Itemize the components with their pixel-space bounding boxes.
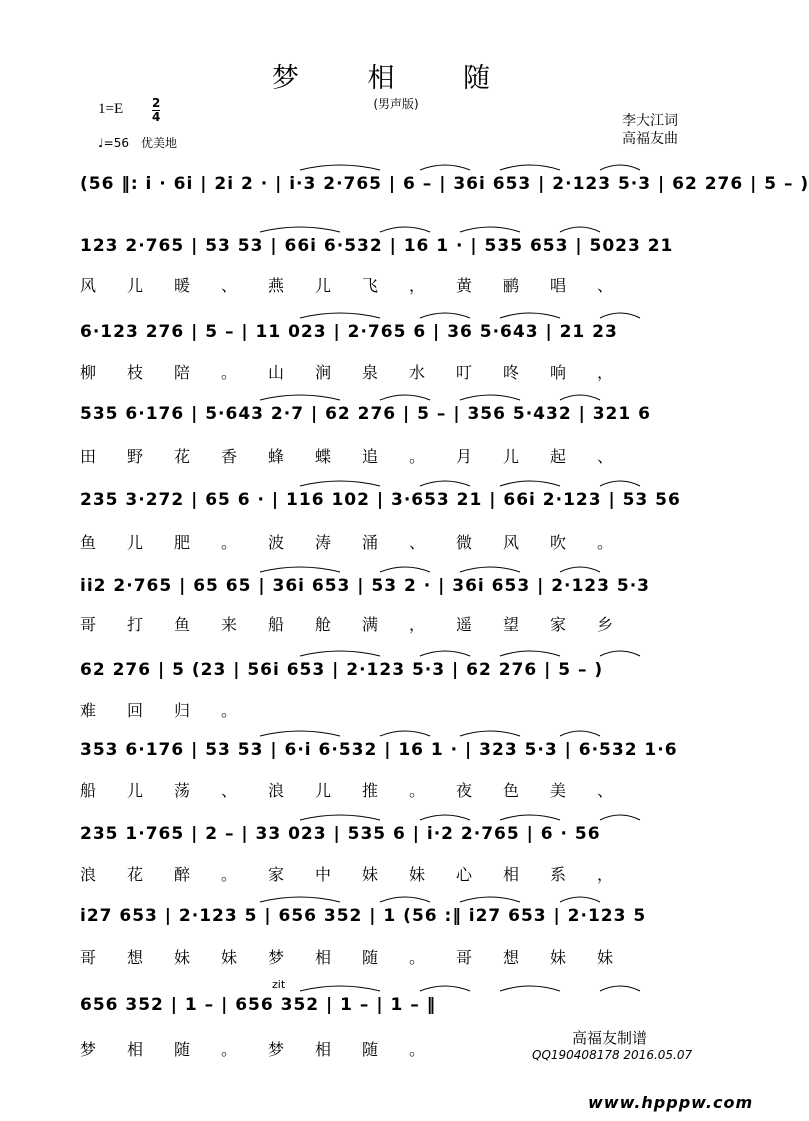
song-title: 梦 相 随 (271, 63, 521, 94)
score-row-11: 656 352 | 1 – | 656 352 | 1 – | 1 – ‖ (80, 995, 437, 1015)
score-row-1: (56 ‖: i · 6i | 2i 2 · | i·3 2·765 | 6 – | 36i 653 | 2·123 5·3 | 62 276 | 5 – ) (80, 174, 809, 194)
slur-arc (300, 481, 380, 486)
lyric-row-10: 哥想妹妹梦相随。哥想妹妹 (80, 948, 645, 967)
slur-arc (500, 986, 560, 991)
slur-arc (260, 731, 340, 736)
score-row-3: 6·123 276 | 5 – | 11 023 | 2·765 6 | 36 5·643 | 21 23 (80, 322, 618, 342)
lyric-row-4: 田野花香蜂蝶追。月儿起、 (80, 447, 645, 466)
slur-arc (260, 567, 340, 572)
slur-arc (420, 986, 470, 991)
slur-arc (380, 731, 430, 736)
slur-arc (600, 986, 640, 991)
slur-arc (300, 651, 380, 656)
contact-date: QQ190408178 2016.05.07 (532, 1048, 693, 1062)
slur-arc (260, 897, 340, 902)
slur-arc (300, 986, 380, 991)
lyric-row-11: 梦相随。梦相随。 (80, 1040, 457, 1059)
slur-arc (300, 815, 380, 820)
website-watermark: www.hpppw.com (588, 1093, 754, 1112)
slur-arc (600, 651, 640, 656)
slur-arc (560, 731, 600, 736)
slur-arc (500, 165, 560, 170)
key-signature: 1=E (98, 101, 124, 117)
transcriber-credit: 高福友制谱 (572, 1029, 648, 1047)
slur-arc (600, 481, 640, 486)
slur-arc (560, 227, 600, 232)
slur-arc (500, 815, 560, 820)
slur-arc (460, 227, 520, 232)
slur-arc (500, 481, 560, 486)
score-row-10: i27 653 | 2·123 5 | 656 352 | 1 (56 :‖ i27 653 | 2·123 5 (80, 906, 647, 926)
slur-arc (600, 313, 640, 318)
slur-arc (420, 165, 470, 170)
lyric-row-8: 船儿荡、浪儿推。夜色美、 (80, 781, 645, 800)
version-subtitle: (男声版) (373, 97, 419, 111)
performance-marking: zit (272, 978, 286, 991)
composer-credit: 高福友曲 (622, 131, 678, 147)
slur-arc (420, 481, 470, 486)
slur-arc (460, 395, 520, 400)
lyric-row-7: 难回归。 (80, 701, 269, 720)
slur-arc (380, 227, 430, 232)
slur-arc (500, 313, 560, 318)
slur-arc (460, 567, 520, 572)
score-row-9: 235 1·765 | 2 – | 33 023 | 535 6 | i·2 2·765 | 6 · 56 (80, 824, 601, 844)
slur-arc (420, 313, 470, 318)
slur-arc (460, 897, 520, 902)
score-row-6: ii2 2·765 | 65 65 | 36i 653 | 53 2 · | 36i 653 | 2·123 5·3 (80, 576, 651, 596)
slur-arc (260, 227, 340, 232)
slur-arc (260, 395, 340, 400)
slur-arc (380, 395, 430, 400)
slur-arc (460, 731, 520, 736)
slur-arc (300, 165, 380, 170)
slur-arc (380, 897, 430, 902)
slur-arc (420, 815, 470, 820)
slur-arc (560, 897, 600, 902)
lyric-row-6: 哥打鱼来船舱满，遥望家乡 (80, 615, 645, 634)
score-row-4: 535 6·176 | 5·643 2·7 | 62 276 | 5 – | 356 5·432 | 321 6 (80, 404, 651, 424)
slur-arc (560, 395, 600, 400)
slur-arc (560, 567, 600, 572)
time-signature-bottom: 4 (152, 110, 161, 124)
lyric-row-2: 风儿暖、燕儿飞，黄鹂唱、 (80, 276, 645, 295)
slur-arc (600, 165, 640, 170)
slur-arc (600, 815, 640, 820)
score-row-8: 353 6·176 | 53 53 | 6·i 6·532 | 16 1 · | 323 5·3 | 6·532 1·6 (80, 740, 678, 760)
slur-arc (300, 313, 380, 318)
score-row-5: 235 3·272 | 65 6 · | 116 102 | 3·653 21 | 66i 2·123 | 53 56 (80, 490, 681, 510)
lyricist-credit: 李大江词 (622, 113, 678, 129)
time-signature-top: 2 (152, 96, 161, 110)
slur-arc (500, 651, 560, 656)
slur-arc (380, 567, 430, 572)
slur-arc (420, 651, 470, 656)
score-row-7: 62 276 | 5 (23 | 56i 653 | 2·123 5·3 | 62 276 | 5 – ) (80, 660, 604, 680)
lyric-row-9: 浪花醉。家中妹妹心相系， (80, 865, 645, 884)
lyric-row-5: 鱼儿肥。波涛涌、微风吹。 (80, 533, 645, 552)
lyric-row-3: 柳枝陪。山涧泉水叮咚响， (80, 363, 645, 382)
tempo-marking: ♩=56 优美地 (98, 136, 177, 150)
score-row-2: 123 2·765 | 53 53 | 66i 6·532 | 16 1 · | 535 653 | 5023 21 (80, 236, 674, 256)
